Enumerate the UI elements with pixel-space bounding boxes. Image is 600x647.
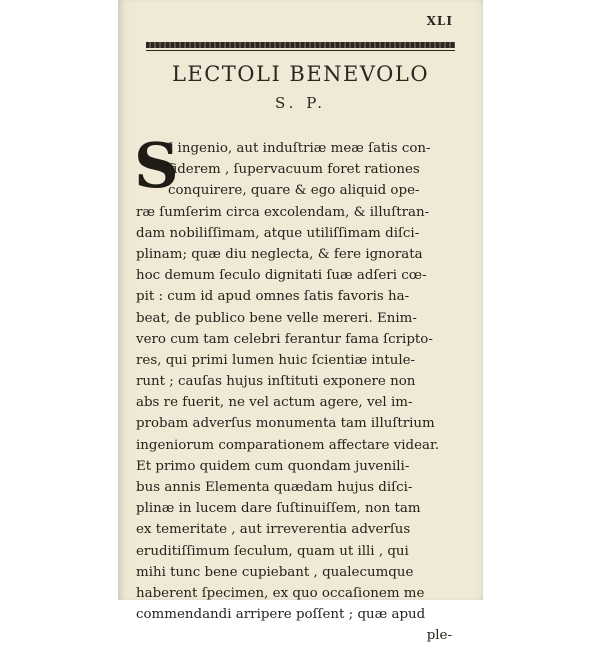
text-line: haberent ſpecimen, ex quo occaſionem me: [136, 585, 425, 601]
page-title: LECTOLI BENEVOLO: [171, 62, 430, 86]
text-line: probam adverſus monumenta tam illuſtrium: [136, 416, 435, 432]
text-line: eruditiſſimum ſeculum, quam ut illi , qui: [136, 543, 409, 559]
text-line: hoc demum ſeculo dignitati ſuæ adſeri cœ-: [136, 268, 427, 284]
body-text: [134, 129, 452, 647]
text-line: I ingenio, aut induſtriæ meæ ſatis con-: [168, 141, 431, 156]
text-line: ſiderem , ſupervacuum foret rationes: [168, 162, 420, 178]
book-page: [118, 0, 483, 644]
page-subtitle: S. P.: [274, 94, 327, 112]
header-rule: [146, 42, 455, 48]
text-line: Et primo quidem cum quondam juvenili-: [136, 458, 410, 474]
text-line: conquirere, quare & ego aliquid ope-: [168, 183, 420, 199]
text-line: bus annis Elementa quædam hujus diſci-: [136, 480, 413, 495]
catchword: ple-: [426, 628, 452, 644]
text-line: ræ ſumſerim circa excolendam, & illuſtran-: [136, 204, 430, 220]
text-line: pit : cum id apud omnes ſatis favoris ha-: [136, 289, 410, 305]
text-line: commendandi arripere poſſent ; quæ apud: [136, 607, 426, 623]
text-line: vero cum tam celebri ferantur fama ſcripto-: [136, 331, 433, 347]
text-line: dam nobiliſſimam, atque utiliſſimam diſci-: [136, 225, 420, 241]
text-line: plinæ in lucem dare ſuſtinuiſſem, non tam: [136, 501, 421, 517]
text-line: runt ; cauſas hujus inſtituti exponere non: [136, 374, 416, 390]
text-line: res, qui primi lumen huic ſcientiæ intule-: [136, 352, 416, 368]
text-line: plinam; quæ diu neglecta, & fere ignorata: [136, 246, 423, 262]
text-line: abs re fuerit, ne vel actum agere, vel im-: [136, 395, 413, 411]
drop-cap: S: [134, 129, 179, 202]
text-line: ingeniorum comparationem affectare videar.: [136, 437, 440, 453]
page-number: XLI: [426, 14, 453, 28]
text-line: beat, de publico bene velle mereri. Enim-: [136, 310, 417, 326]
text-line: mihi tunc bene cupiebant , qualecumque: [136, 564, 414, 580]
text-line: ex temeritate , aut irreverentia adverſus: [136, 522, 411, 538]
